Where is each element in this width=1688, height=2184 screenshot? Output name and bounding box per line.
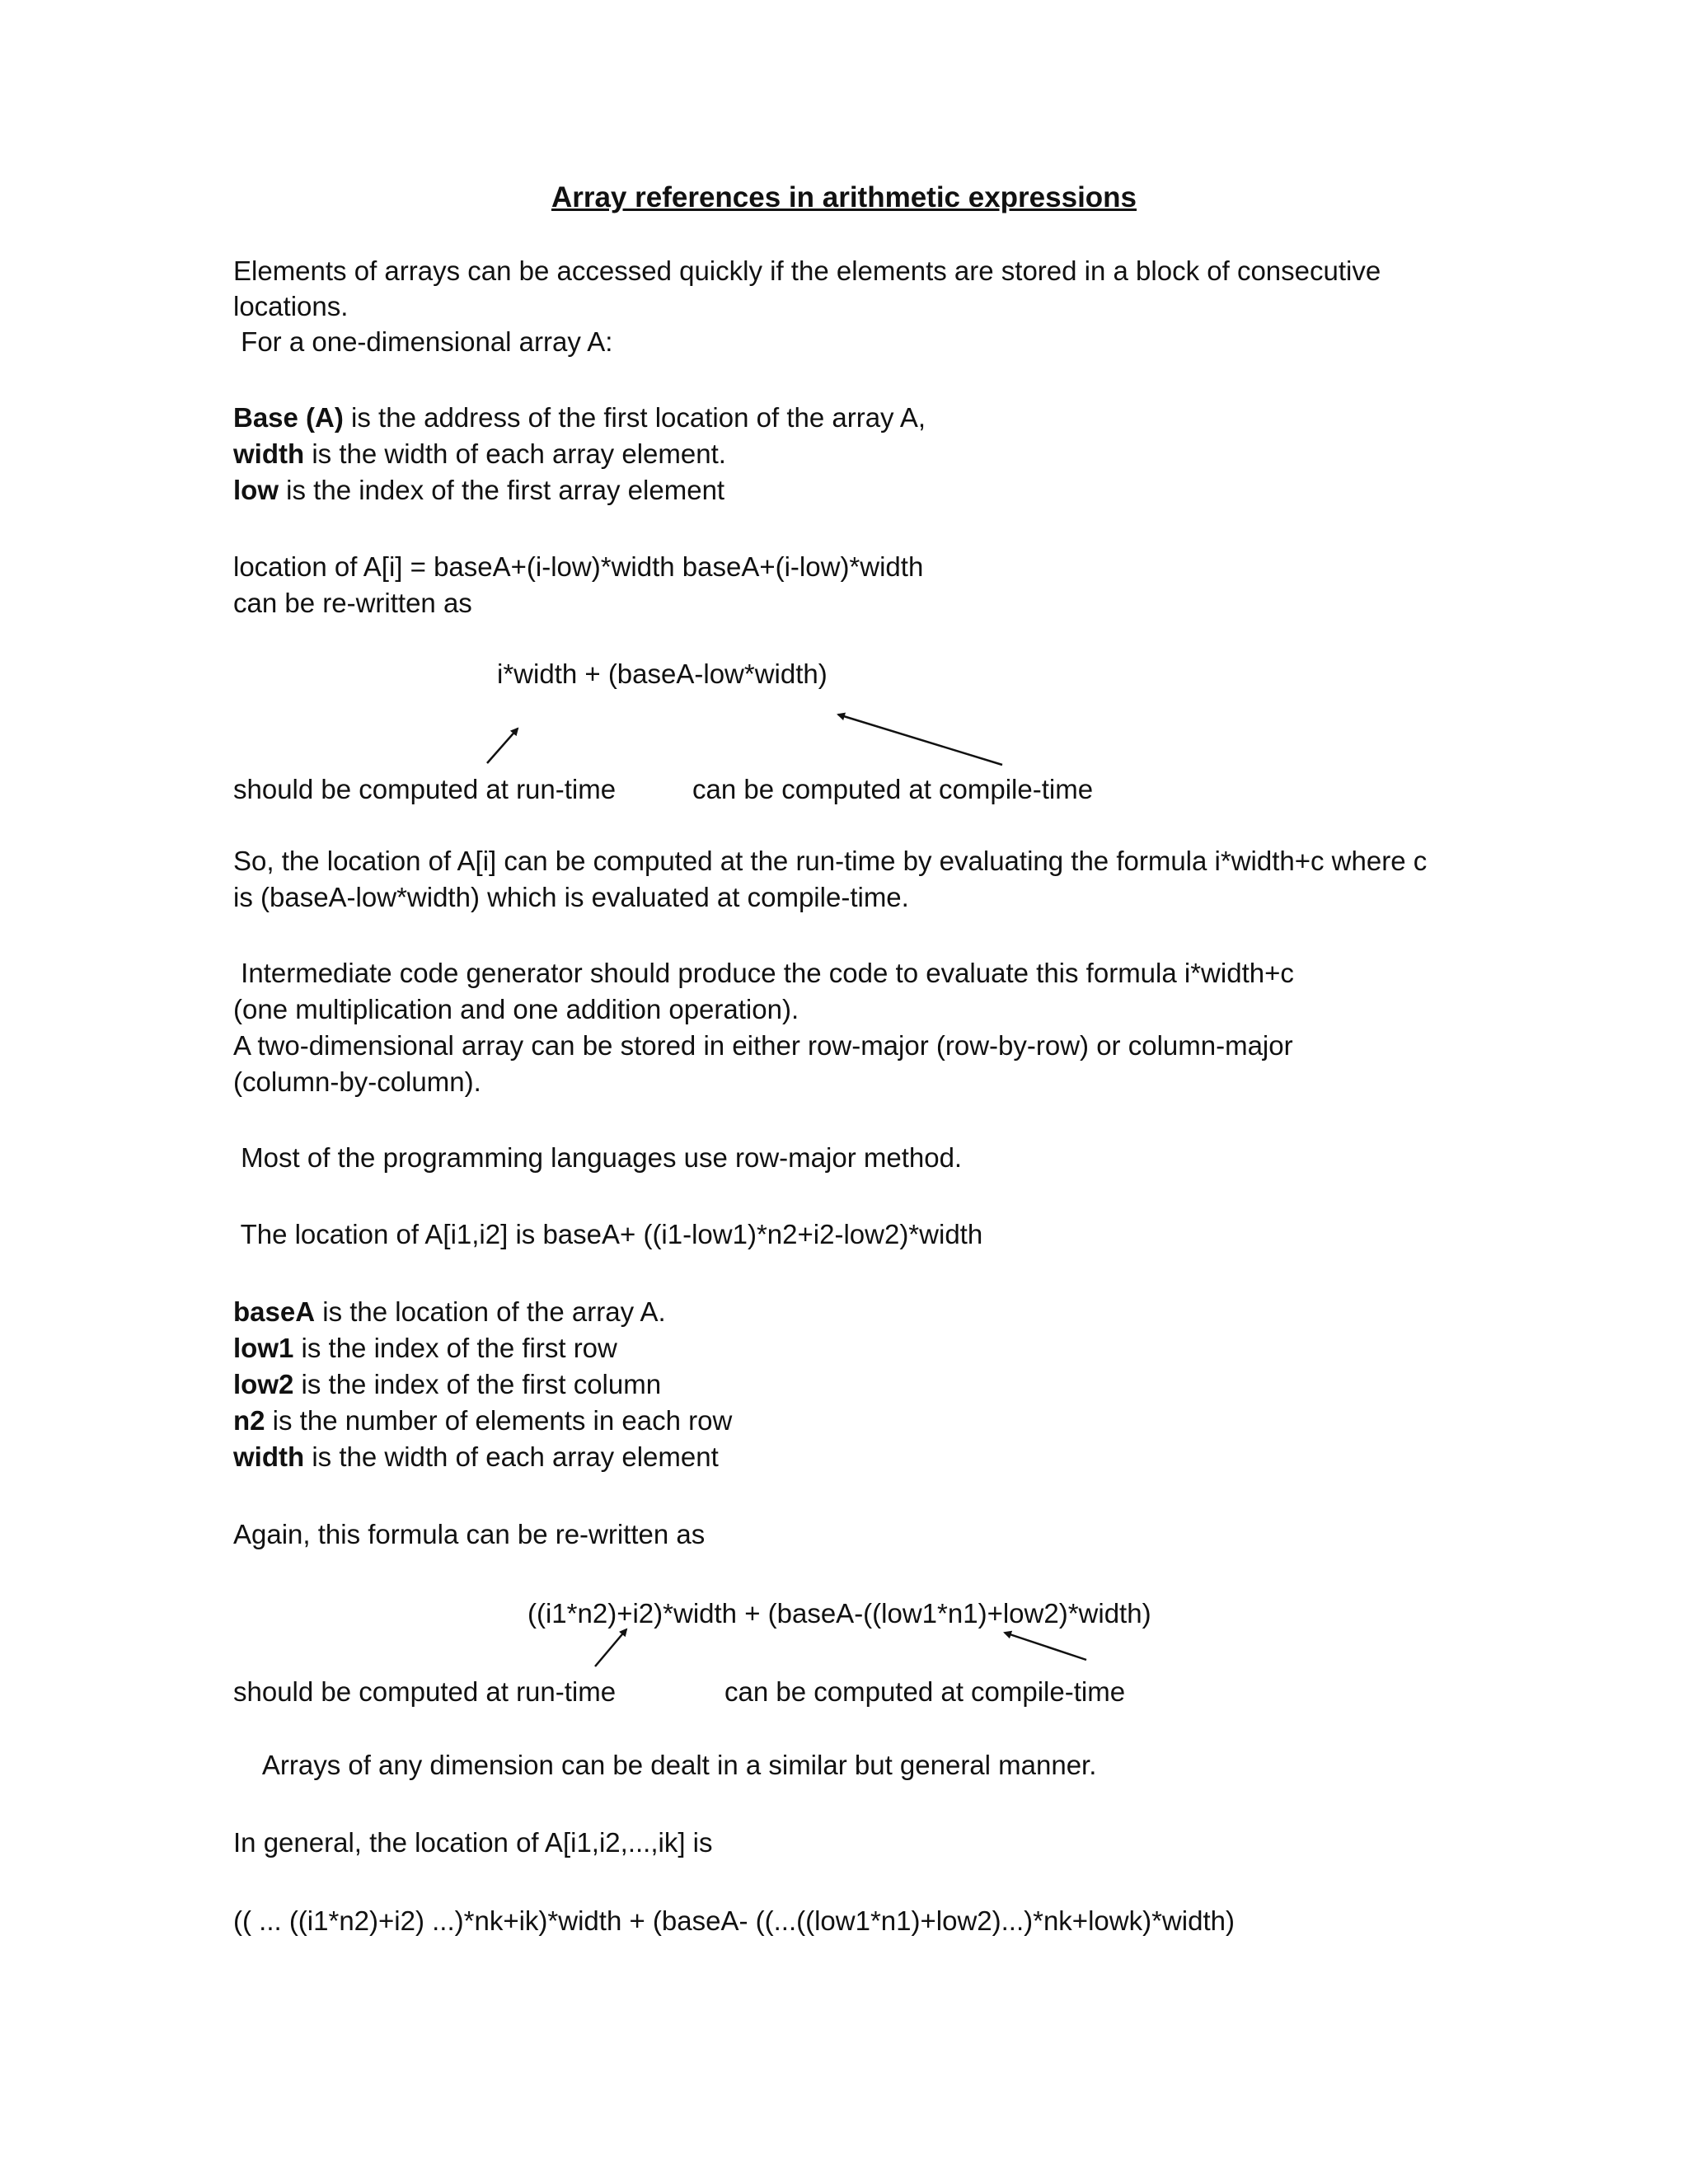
- intermediate-line-1: Intermediate code generator should produce the code to evaluate this formula i*width+c: [233, 958, 1294, 988]
- definition-text: is the index of the first row: [293, 1333, 617, 1363]
- intermediate-line-2: (one multiplication and one addition operation).: [233, 994, 799, 1024]
- rewrite-line: can be re-written as: [233, 588, 472, 618]
- intro-line-2: locations.: [233, 291, 349, 321]
- page-title: Array references in arithmetic expressions: [551, 181, 1137, 213]
- runtime-label-2: should be computed at run-time: [233, 1676, 617, 1707]
- definition-text: is the width of each array element: [304, 1441, 719, 1472]
- intro-line-3: For a one-dimensional array A:: [233, 326, 613, 357]
- definition-term: n2: [233, 1405, 265, 1436]
- definition-text: is the width of each array element.: [304, 438, 726, 469]
- general-line: In general, the location of A[i1,i2,...,ik] is: [233, 1827, 713, 1858]
- arrays-line: Arrays of any dimension can be dealt in a similar but general manner.: [233, 1750, 1097, 1780]
- row-major-line: Most of the programming languages use row-major method.: [233, 1142, 963, 1173]
- definition-text: is the location of the array A.: [315, 1296, 666, 1327]
- location-line: location of A[i] = baseA+(i-low)*width baseA+(i-low)*width: [233, 551, 924, 582]
- so-line-1: So, the location of A[i] can be computed at the run-time by evaluating the formula i*width+c where c: [233, 846, 1428, 876]
- runtime-arrow-1: [487, 729, 518, 763]
- runtime-label-1: should be computed at run-time: [233, 774, 617, 804]
- formula-2d: ((i1*n2)+i2)*width + (baseA-((low1*n1)+low2)*width): [528, 1598, 1151, 1629]
- compile-label-2: can be computed at compile-time: [724, 1676, 1126, 1707]
- so-line-2: is (baseA-low*width) which is evaluated at compile-time.: [233, 882, 909, 912]
- intermediate-line-4: (column-by-column).: [233, 1066, 481, 1097]
- definition-term: low: [233, 475, 279, 505]
- definition-term: width: [233, 438, 305, 469]
- definition-text: is the address of the first location of the array A,: [343, 402, 926, 433]
- definition-text: is the number of elements in each row: [265, 1405, 733, 1436]
- definition-text: is the index of the first column: [293, 1369, 662, 1399]
- compile-label-1: can be computed at compile-time: [692, 774, 1094, 804]
- definition-term: baseA: [233, 1296, 316, 1327]
- intermediate-line-3: A two-dimensional array can be stored in either row-major (row-by-row) or column-major: [233, 1030, 1293, 1061]
- runtime-arrow-2: [595, 1629, 626, 1666]
- definition-term: low1: [233, 1333, 294, 1363]
- compile-arrow-1: [838, 715, 1002, 765]
- again-line: Again, this formula can be re-written as: [233, 1519, 706, 1549]
- definition-term: low2: [233, 1369, 294, 1399]
- compile-arrow-2: [1005, 1633, 1086, 1660]
- intro-line-1: Elements of arrays can be accessed quickly if the elements are stored in a block of consecutive: [233, 255, 1381, 286]
- general-formula: (( ... ((i1*n2)+i2) ...)*nk+ik)*width + (baseA- ((...((low1*n1)+low2)...)*nk+lowk)*width): [233, 1905, 1235, 1936]
- definition-text: is the index of the first array element: [279, 475, 725, 505]
- definition-term: Base (A): [233, 402, 344, 433]
- formula-1d: i*width + (baseA-low*width): [497, 658, 828, 689]
- definition-term: width: [233, 1441, 305, 1472]
- location-2d-line: The location of A[i1,i2] is baseA+ ((i1-low1)*n2+i2-low2)*width: [233, 1219, 983, 1249]
